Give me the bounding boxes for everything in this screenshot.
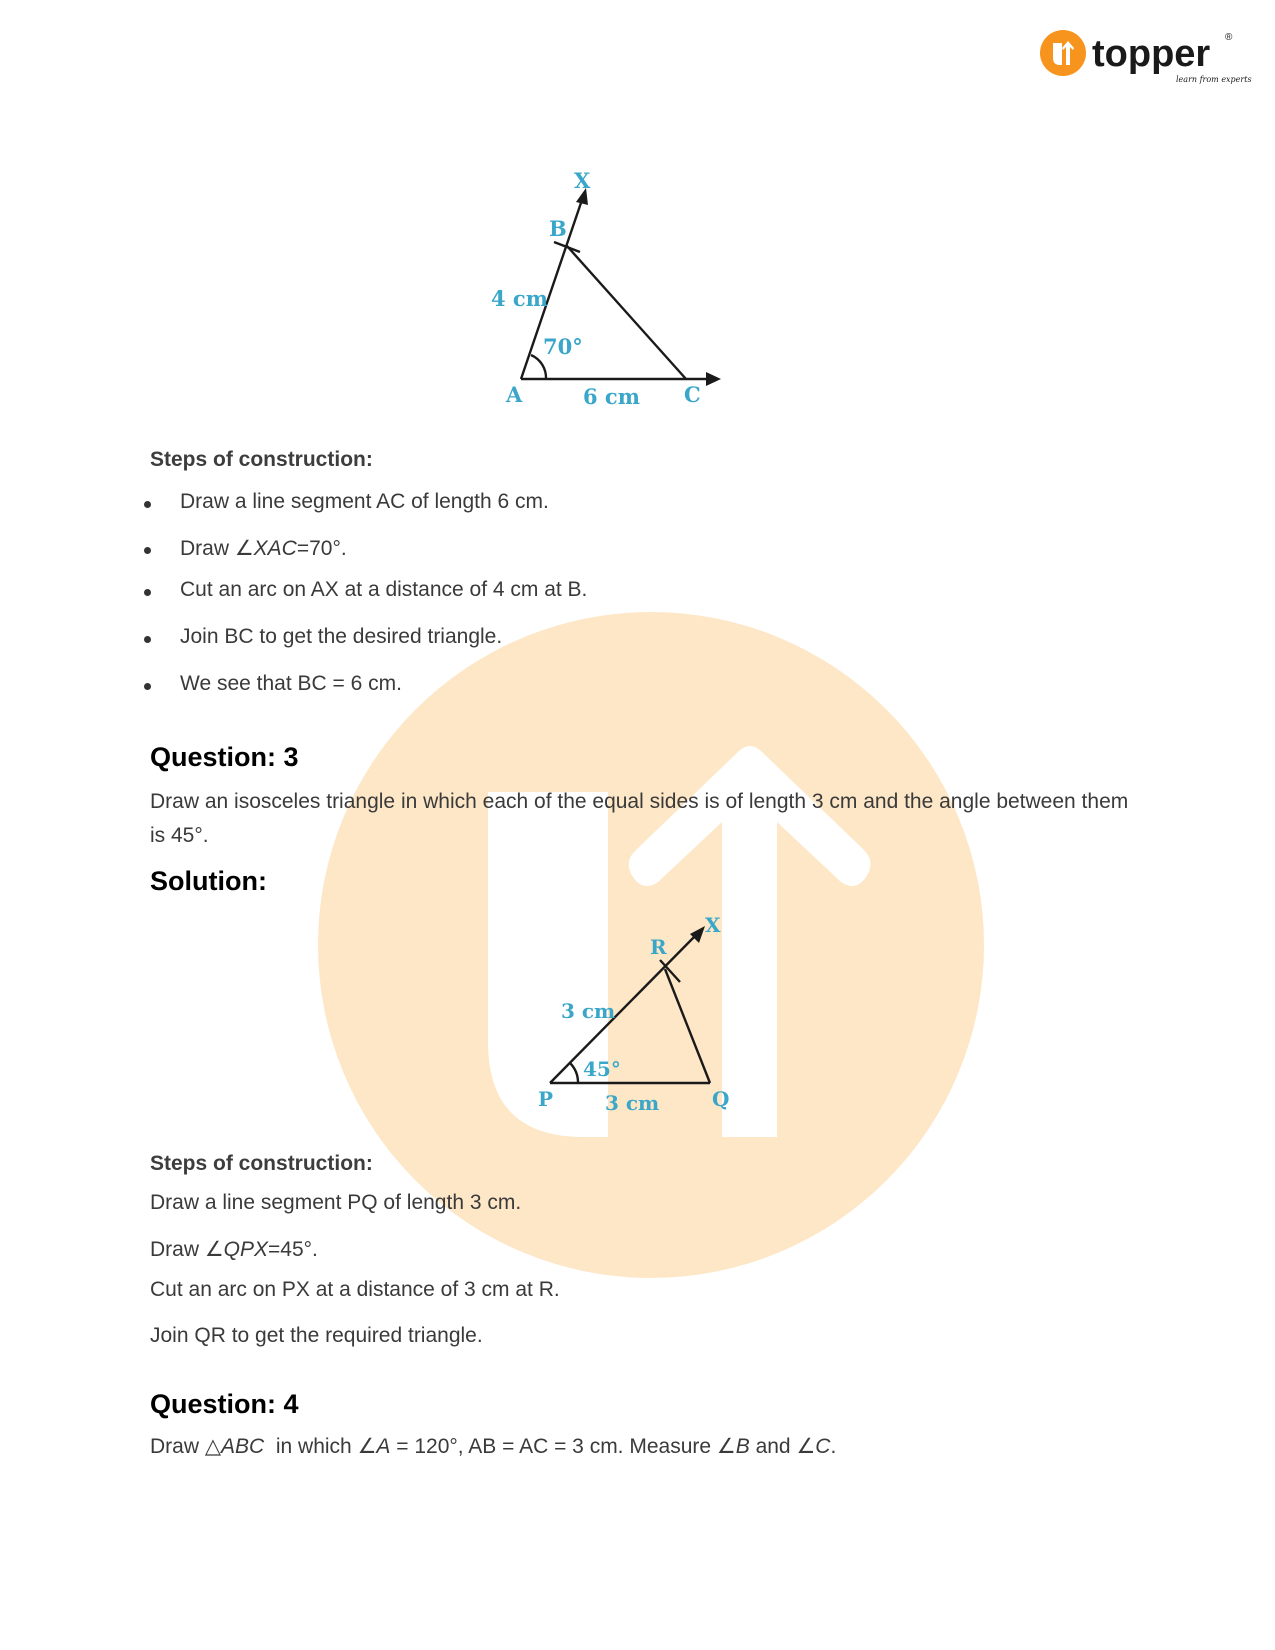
label-q: Q xyxy=(712,1087,730,1111)
step-line: Draw a line segment PQ of length 3 cm. xyxy=(150,1191,522,1214)
figure-triangle-pqr xyxy=(538,902,768,1132)
line-qr xyxy=(665,969,710,1083)
label-a: A xyxy=(506,382,523,407)
label-angle-45: 45° xyxy=(583,1057,621,1081)
label-p: P xyxy=(538,1087,554,1111)
angle-arc-p xyxy=(570,1063,578,1083)
label-side-pr: 3 cm xyxy=(561,999,616,1023)
label-r: R xyxy=(650,935,667,959)
logo-registered-mark: ® xyxy=(1225,32,1233,43)
step-line: Join QR to get the required triangle. xyxy=(150,1324,483,1347)
step-line: Draw ∠QPX=45°. xyxy=(150,1238,318,1261)
logo-tagline: learn from experts xyxy=(1176,75,1252,84)
solution-heading: Solution: xyxy=(150,866,267,896)
logo-brand-text: topper xyxy=(1092,33,1211,75)
label-angle-70: 70° xyxy=(543,334,583,359)
bullet-icon xyxy=(144,683,151,690)
step-line: Cut an arc on PX at a distance of 3 cm at R. xyxy=(150,1278,560,1301)
label-x: X xyxy=(705,913,721,937)
question-4-heading: Question: 4 xyxy=(150,1389,299,1419)
question-3-text: Draw an isosceles triangle in which each of the equal sides is of length 3 cm and the angle between them is 45°. xyxy=(150,790,1129,847)
question-3-heading: Question: 3 xyxy=(150,742,299,772)
label-side-ab: 4 cm xyxy=(491,286,548,311)
label-b: B xyxy=(549,216,567,241)
figure-triangle-abc xyxy=(488,156,768,428)
topper-logo xyxy=(1036,28,1252,88)
bullet-icon xyxy=(144,501,151,508)
label-side-ac: 6 cm xyxy=(583,384,640,409)
bullet-icon xyxy=(144,589,151,596)
bullet-icon xyxy=(144,547,151,554)
arrowhead-c xyxy=(706,372,721,386)
steps-heading-2: Steps of construction: xyxy=(150,1152,373,1175)
label-side-pq: 3 cm xyxy=(605,1091,660,1115)
label-x: X xyxy=(574,168,591,193)
logo-circle-icon xyxy=(1040,30,1086,76)
steps-heading-1: Steps of construction: xyxy=(150,448,373,471)
bullet-icon xyxy=(144,636,151,643)
line-bc xyxy=(567,246,686,379)
question-4-text: Draw △ABC in which ∠A = 120°, AB = AC = 3 cm. Measure ∠B and ∠C. xyxy=(150,1435,837,1458)
label-c: C xyxy=(684,382,701,407)
